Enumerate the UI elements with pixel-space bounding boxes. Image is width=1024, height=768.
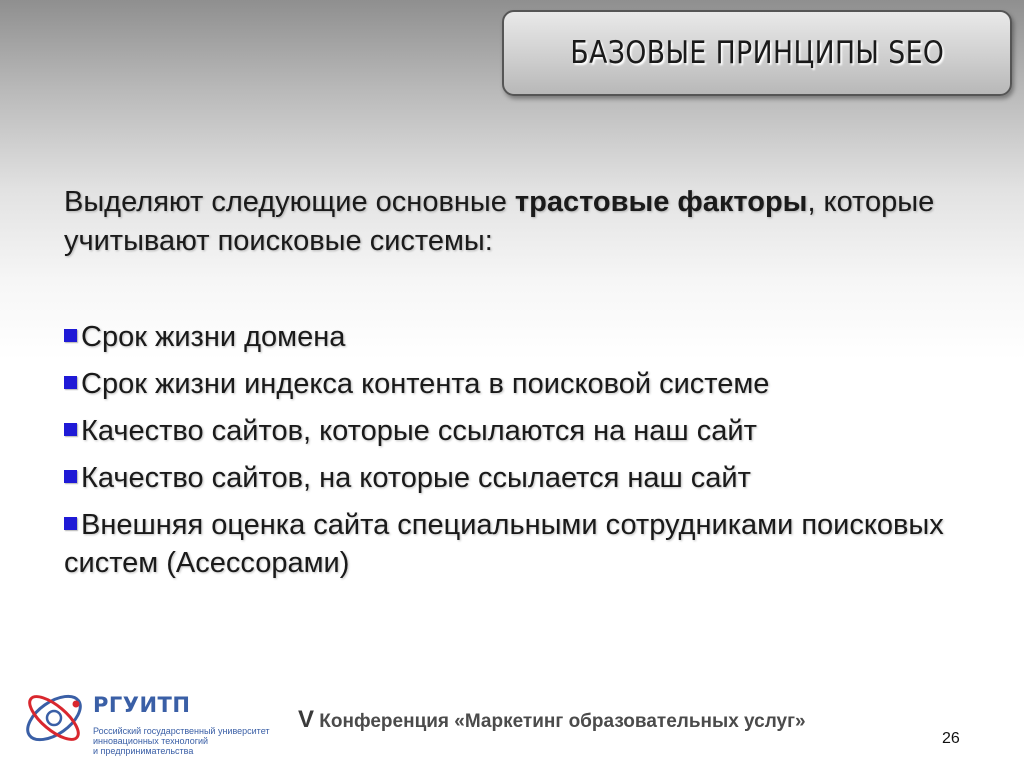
list-item [64,506,964,582]
square-bullet-icon [64,329,77,342]
square-bullet-icon [64,470,77,483]
list-item [64,412,964,450]
list-item-text: Качество сайтов, на которые ссылается наш сайт [81,462,751,494]
slide-title: БАЗОВЫЕ ПРИНЦИПЫ SEO [570,35,944,71]
slide-content [64,183,964,579]
square-bullet-icon [64,423,77,436]
intro-text-2: , которые учитывают поисковые системы: [64,186,935,257]
list-item [64,459,964,497]
list-item-text: Качество сайтов, которые ссылаются на наш сайт [81,415,757,447]
square-bullet-icon [64,376,77,389]
university-full-name: Российский государственный университет инновационных технологий и предпринимательства [93,726,270,756]
page-number: 26 [942,730,960,747]
intro-bold-term: трастовые факторы [514,186,808,218]
conference-number: V [298,706,315,733]
factors-list [64,318,964,591]
list-item [64,318,964,356]
intro-paragraph [64,183,964,261]
slide-title-box [502,10,1012,96]
university-name: РГУИТП [93,693,191,717]
list-item-text: Срок жизни домена [81,321,346,353]
list-item [64,365,964,403]
square-bullet-icon [64,517,77,530]
intro-text-1: Выделяют следующие основные [64,186,515,218]
list-item-text: Внешняя оценка сайта специальными сотрудниками поисковых систем (Асессорами) [64,509,944,579]
conference-title: Конференция «Маркетинг образовательных услуг» [314,711,806,732]
conference-caption [298,706,806,734]
list-item-text: Срок жизни индекса контента в поисковой системе [81,368,770,400]
